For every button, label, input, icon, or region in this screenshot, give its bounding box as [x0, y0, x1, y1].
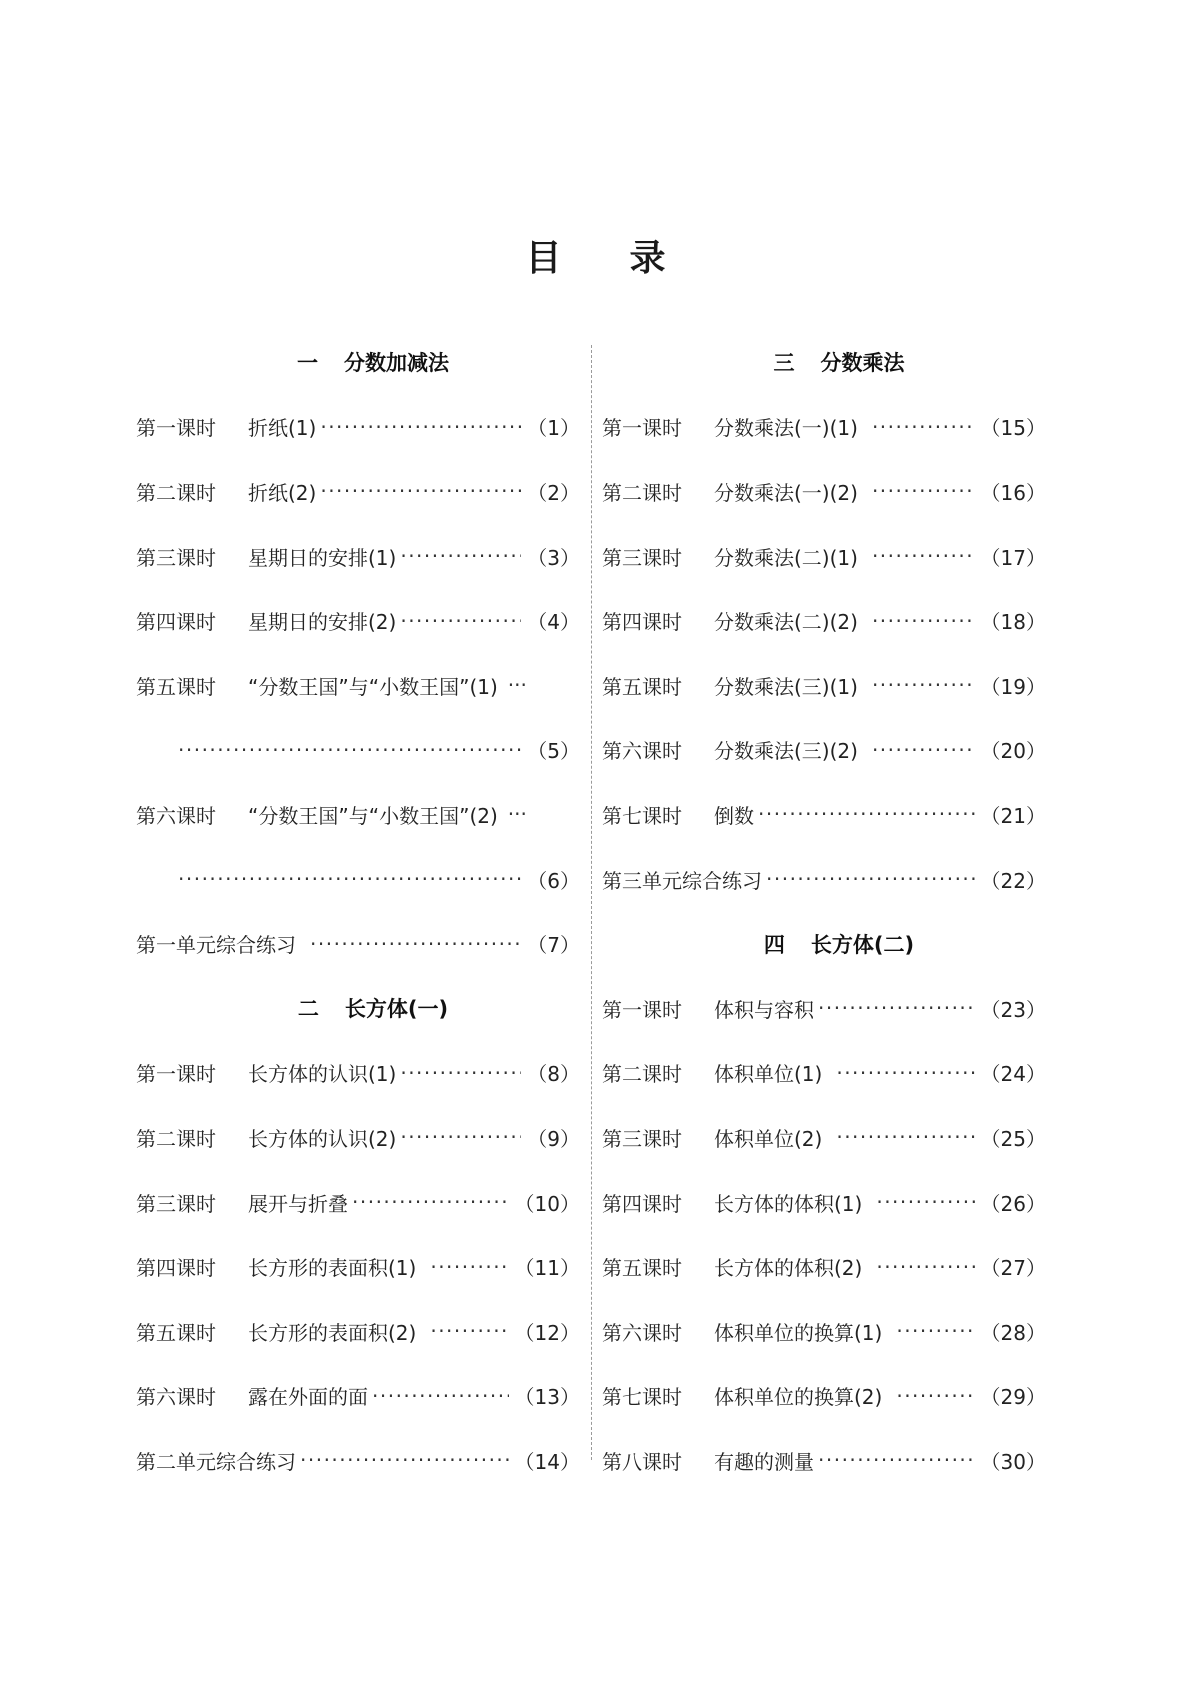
- page-number: （21）: [980, 803, 1046, 828]
- lesson-label: 第五课时: [136, 674, 216, 699]
- ellipsis: ···: [507, 802, 527, 827]
- page-number: （24）: [980, 1062, 1046, 1087]
- toc-entry[interactable]: [602, 1234, 1046, 1299]
- toc-entry[interactable]: [602, 1364, 1046, 1429]
- page-number: （23）: [980, 997, 1046, 1022]
- leader-dots: [372, 1384, 509, 1408]
- topic: 体积单位(2): [714, 1126, 823, 1151]
- toc-entry-review[interactable]: [136, 911, 580, 976]
- page-title: [0, 230, 1191, 281]
- lesson-label: 第七课时: [602, 1385, 682, 1410]
- topic: 体积单位的换算(1): [714, 1320, 883, 1345]
- topic: 分数乘法(二)(2): [714, 610, 858, 635]
- page-number: （10）: [514, 1191, 580, 1216]
- lesson-label: 第五课时: [602, 674, 682, 699]
- toc-entry[interactable]: [602, 1105, 1046, 1170]
- page-number: （1）: [527, 416, 580, 441]
- leader-dots: [818, 996, 975, 1020]
- page-number: （2）: [527, 480, 580, 505]
- toc-entry[interactable]: [136, 782, 580, 847]
- leader-dots: [872, 479, 975, 503]
- leader-dots: [876, 1255, 974, 1279]
- lesson-label: 第四课时: [136, 1256, 216, 1281]
- toc-entry[interactable]: [136, 1170, 580, 1235]
- topic: 星期日的安排(2): [248, 610, 397, 635]
- page-number: （18）: [980, 610, 1046, 635]
- unit-name: 分数乘法: [820, 351, 905, 376]
- topic: “分数王国”与“小数王国”(2): [248, 803, 498, 828]
- toc-entry[interactable]: [136, 1364, 580, 1429]
- page-number: （3）: [527, 545, 580, 570]
- topic: 有趣的测量: [714, 1449, 814, 1474]
- toc-entry-review[interactable]: [136, 1428, 580, 1493]
- lesson-label: 第五课时: [136, 1320, 216, 1345]
- lesson-label: 第六课时: [136, 803, 216, 828]
- toc-entry[interactable]: [602, 459, 1046, 524]
- leader-dots: [872, 544, 975, 568]
- page-number: （19）: [980, 674, 1046, 699]
- leader-dots: [300, 1448, 509, 1472]
- page-number: （30）: [980, 1449, 1046, 1474]
- lesson-label: 第二课时: [136, 1126, 216, 1151]
- unit-number: 四: [763, 932, 785, 957]
- page-number: （4）: [527, 610, 580, 635]
- topic: 长方形的表面积(1): [248, 1256, 417, 1281]
- page-number: （29）: [980, 1385, 1046, 1410]
- leader-dots: [320, 415, 521, 439]
- leader-dots: [836, 1125, 974, 1149]
- lesson-label: 第一课时: [136, 416, 216, 441]
- leader-dots: [766, 867, 975, 891]
- topic: 分数乘法(二)(1): [714, 545, 858, 570]
- unit-heading: [602, 911, 1046, 976]
- lesson-label: 第三课时: [136, 545, 216, 570]
- toc-entry-continuation[interactable]: [136, 847, 580, 912]
- lesson-label: 第四课时: [602, 610, 682, 635]
- topic: 折纸(1): [248, 416, 317, 441]
- lesson-label: 第二课时: [602, 480, 682, 505]
- toc-entry[interactable]: [602, 718, 1046, 783]
- topic: 第一单元综合练习: [136, 933, 296, 958]
- toc-entry[interactable]: [602, 1170, 1046, 1235]
- topic: 长方体的认识(1): [248, 1062, 397, 1087]
- lesson-label: 第四课时: [136, 610, 216, 635]
- topic: 分数乘法(一)(2): [714, 480, 858, 505]
- toc-entry[interactable]: [602, 1428, 1046, 1493]
- leader-dots: [400, 1061, 521, 1085]
- leader-dots: [758, 802, 975, 826]
- topic: 长方体的认识(2): [248, 1126, 397, 1151]
- page-number: （11）: [514, 1256, 580, 1281]
- toc-entry[interactable]: [136, 588, 580, 653]
- page-number: （26）: [980, 1191, 1046, 1216]
- toc-entry[interactable]: [602, 524, 1046, 589]
- leader-dots: [310, 932, 521, 956]
- topic: 分数乘法(三)(1): [714, 674, 858, 699]
- topic: 展开与折叠: [248, 1191, 348, 1216]
- lesson-label: 第六课时: [602, 1320, 682, 1345]
- leader-dots: [352, 1190, 509, 1214]
- toc-entry[interactable]: [602, 1041, 1046, 1106]
- lesson-label: 第七课时: [602, 803, 682, 828]
- unit-name: 长方体(二): [810, 932, 915, 957]
- toc-entry[interactable]: [136, 1041, 580, 1106]
- topic: 倒数: [714, 803, 754, 828]
- toc-entry[interactable]: [136, 395, 580, 460]
- toc-column-right: [602, 330, 1046, 1493]
- lesson-label: 第二课时: [136, 480, 216, 505]
- topic: 折纸(2): [248, 480, 317, 505]
- unit-number: 三: [773, 351, 795, 376]
- toc-entry[interactable]: [602, 653, 1046, 718]
- lesson-label: 第一课时: [602, 416, 682, 441]
- topic: 体积单位(1): [714, 1062, 823, 1087]
- leader-dots: [872, 738, 975, 762]
- page-number: （22）: [980, 868, 1046, 893]
- lesson-label: 第八课时: [602, 1449, 682, 1474]
- toc-entry[interactable]: [136, 1105, 580, 1170]
- page-number: （17）: [980, 545, 1046, 570]
- page-number: （12）: [514, 1320, 580, 1345]
- page-number: （27）: [980, 1256, 1046, 1281]
- title-char: 录: [629, 238, 666, 279]
- toc-entry[interactable]: [602, 395, 1046, 460]
- lesson-label: 第二课时: [602, 1062, 682, 1087]
- toc-entry[interactable]: [602, 782, 1046, 847]
- page-number: （15）: [980, 416, 1046, 441]
- lesson-label: 第三课时: [602, 1126, 682, 1151]
- page-number: （25）: [980, 1126, 1046, 1151]
- leader-dots: [400, 544, 521, 568]
- topic: 星期日的安排(1): [248, 545, 397, 570]
- unit-heading: [136, 330, 580, 395]
- unit-number: 二: [297, 997, 319, 1022]
- lesson-label: 第六课时: [602, 739, 682, 764]
- page-number: （28）: [980, 1320, 1046, 1345]
- topic: 分数乘法(三)(2): [714, 739, 858, 764]
- toc-column-left: [136, 330, 580, 1493]
- lesson-label: 第六课时: [136, 1385, 216, 1410]
- topic: 长方体的体积(1): [714, 1191, 863, 1216]
- page-number: （14）: [514, 1449, 580, 1474]
- topic: 第三单元综合练习: [602, 868, 762, 893]
- leader-dots: [836, 1061, 974, 1085]
- toc-entry[interactable]: [136, 1299, 580, 1364]
- toc-entry[interactable]: [602, 1299, 1046, 1364]
- page-number: （5）: [527, 739, 580, 764]
- toc-entry-review[interactable]: [602, 847, 1046, 912]
- topic: 长方体的体积(2): [714, 1256, 863, 1281]
- page-number: （7）: [527, 933, 580, 958]
- toc-entry[interactable]: [602, 588, 1046, 653]
- leader-dots: [818, 1448, 975, 1472]
- unit-name: 长方体(一): [344, 997, 449, 1022]
- lesson-label: 第一课时: [602, 997, 682, 1022]
- leader-dots: [896, 1384, 974, 1408]
- unit-heading: [136, 976, 580, 1041]
- lesson-label: 第四课时: [602, 1191, 682, 1216]
- leader-dots: [896, 1319, 974, 1343]
- unit-name: 分数加减法: [344, 351, 449, 376]
- unit-number: 一: [297, 351, 318, 376]
- leader-dots: [400, 609, 521, 633]
- topic: 分数乘法(一)(1): [714, 416, 858, 441]
- leader-dots: [430, 1319, 508, 1343]
- toc-entry[interactable]: [136, 524, 580, 589]
- toc-entry[interactable]: [136, 653, 580, 718]
- page-number: （6）: [527, 868, 580, 893]
- ellipsis: ···: [507, 673, 527, 698]
- toc-entry-continuation[interactable]: [136, 718, 580, 783]
- leader-dots: [872, 415, 975, 439]
- page-number: （20）: [980, 739, 1046, 764]
- leader-dots: [320, 479, 521, 503]
- leader-dots: [430, 1255, 508, 1279]
- page-number: （16）: [980, 480, 1046, 505]
- lesson-label: 第五课时: [602, 1256, 682, 1281]
- toc-entry[interactable]: [136, 1234, 580, 1299]
- toc-entry[interactable]: [602, 976, 1046, 1041]
- column-divider: [591, 345, 592, 1460]
- toc-entry[interactable]: [136, 459, 580, 524]
- topic: “分数王国”与“小数王国”(1): [248, 674, 498, 699]
- leader-dots: [872, 609, 975, 633]
- page-number: （13）: [514, 1385, 580, 1410]
- topic: 体积单位的换算(2): [714, 1385, 883, 1410]
- title-char: 目: [525, 238, 562, 279]
- lesson-label: 第一课时: [136, 1062, 216, 1087]
- lesson-label: 第三课时: [136, 1191, 216, 1216]
- topic: 露在外面的面: [248, 1385, 368, 1410]
- page-number: （8）: [527, 1062, 580, 1087]
- topic: 第二单元综合练习: [136, 1449, 296, 1474]
- leader-dots: [876, 1190, 974, 1214]
- topic: 长方形的表面积(2): [248, 1320, 417, 1345]
- leader-dots: [178, 867, 521, 891]
- topic: 体积与容积: [714, 997, 814, 1022]
- page-number: （9）: [527, 1126, 580, 1151]
- leader-dots: [872, 673, 975, 697]
- leader-dots: [400, 1125, 521, 1149]
- unit-heading: [602, 330, 1046, 395]
- lesson-label: 第三课时: [602, 545, 682, 570]
- leader-dots: [178, 738, 521, 762]
